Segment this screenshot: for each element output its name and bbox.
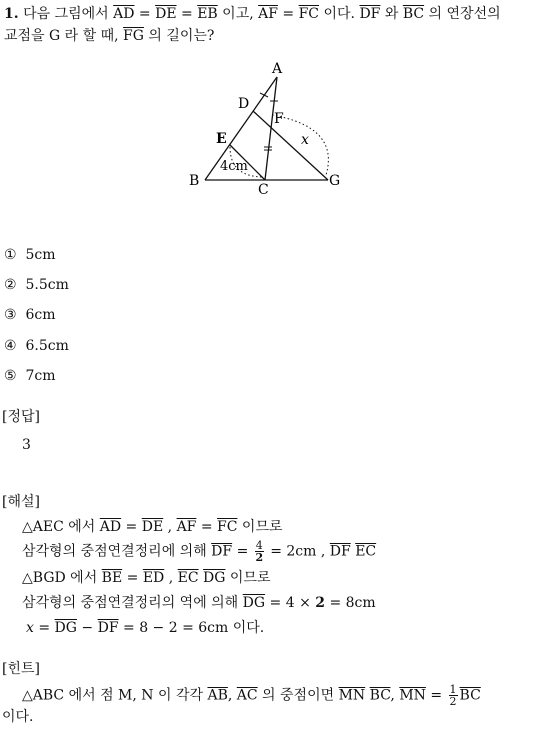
text: = 8cm bbox=[325, 595, 376, 611]
segment-bc: $\overline{BC}$ bbox=[369, 687, 391, 704]
text: 삼각형의 중점연결정리에 의해 bbox=[22, 543, 212, 560]
label-length: 4cm bbox=[220, 159, 248, 174]
fraction-1-over-2 bbox=[449, 684, 458, 707]
segment-ed: $\overline{ED}$ bbox=[142, 570, 165, 586]
number-two: 2 bbox=[315, 595, 326, 611]
choice-mark: ③ bbox=[4, 307, 17, 323]
segment-df: $\overline{DF}$ bbox=[359, 6, 381, 22]
segment-df: $\overline{DF}$ bbox=[329, 543, 351, 560]
hint-line-2: 이다. bbox=[2, 709, 34, 725]
explanation-line-1 bbox=[22, 518, 283, 536]
text: = 2cm , bbox=[265, 543, 330, 560]
label-b: B bbox=[189, 173, 200, 189]
text: = 8 − 2 = 6cm 이다. bbox=[118, 620, 265, 636]
choice-2[interactable] bbox=[4, 276, 69, 294]
choice-mark: ⑤ bbox=[4, 368, 17, 384]
answer-value: 3 bbox=[22, 437, 31, 453]
text: △AEC 에서 bbox=[22, 519, 100, 535]
label-a: A bbox=[272, 61, 283, 77]
choice-mark: ① bbox=[4, 247, 17, 263]
label-f: F bbox=[274, 111, 284, 127]
choice-text: 7cm bbox=[25, 368, 56, 384]
explanation-line-4 bbox=[22, 594, 376, 612]
equals: = bbox=[176, 6, 198, 22]
choice-3[interactable] bbox=[4, 306, 56, 324]
segment-eb: $\overline{EB}$ bbox=[197, 6, 218, 22]
text: 교점을 G 라 할 때, bbox=[4, 28, 124, 44]
segment-mn: $\overline{MN}$ bbox=[399, 687, 426, 704]
question-line-2 bbox=[4, 26, 214, 46]
text: 와 bbox=[380, 6, 403, 22]
text: 이므로 bbox=[225, 570, 271, 586]
segment-fc: $\overline{FC}$ bbox=[298, 6, 320, 22]
equals: = bbox=[33, 620, 55, 636]
text: 의 길이는? bbox=[143, 28, 215, 44]
label-x: x bbox=[301, 132, 309, 148]
segment-dg bbox=[253, 111, 328, 180]
choice-text: 6.5cm bbox=[25, 338, 69, 354]
comma: , bbox=[164, 570, 178, 586]
denominator: 2 bbox=[449, 695, 457, 708]
choice-mark: ④ bbox=[4, 338, 17, 354]
segment-de: $\overline{DE}$ bbox=[155, 6, 177, 22]
segment-af: $\overline{AF}$ bbox=[176, 519, 197, 535]
segment-ad: $\overline{AD}$ bbox=[113, 6, 135, 22]
explanation-heading: [해설] bbox=[2, 494, 40, 510]
segment-de: $\overline{DE}$ bbox=[141, 519, 164, 535]
segment-ec: $\overline{EC}$ bbox=[177, 570, 199, 586]
segment-fc: $\overline{FC}$ bbox=[217, 519, 238, 535]
numerator: 4 bbox=[255, 539, 263, 552]
segment-bc: $\overline{BC}$ bbox=[402, 6, 425, 22]
comma: , bbox=[390, 687, 400, 704]
label-e: E bbox=[216, 131, 227, 147]
segment-fg: $\overline{FG}$ bbox=[123, 28, 144, 44]
text: △BGD 에서 bbox=[22, 570, 102, 586]
segment-dg: $\overline{DG}$ bbox=[242, 595, 266, 611]
choice-text: 6cm bbox=[25, 307, 56, 323]
choice-5[interactable] bbox=[4, 367, 56, 385]
numerator: 1 bbox=[449, 683, 457, 696]
text: 삼각형의 중점연결정리의 역에 의해 bbox=[22, 595, 243, 611]
question-number: 1. bbox=[4, 6, 19, 22]
equals: = bbox=[425, 687, 447, 704]
explanation-line-5 bbox=[26, 619, 264, 637]
segment-ac: $\overline{AC}$ bbox=[236, 687, 258, 704]
triangle-figure bbox=[180, 55, 360, 200]
minus: − bbox=[76, 620, 98, 636]
question-line-1 bbox=[4, 4, 501, 24]
explanation-line-3 bbox=[22, 569, 270, 587]
explanation-line-2 bbox=[22, 540, 376, 563]
answer-heading: [정답] bbox=[2, 409, 40, 425]
variable-x: x bbox=[26, 620, 34, 636]
segment-ec: $\overline{EC}$ bbox=[355, 543, 377, 560]
choice-text: 5cm bbox=[25, 247, 56, 263]
segment-bc: $\overline{BC}$ bbox=[459, 687, 481, 704]
choice-text: 5.5cm bbox=[25, 277, 69, 293]
segment-af: $\overline{AF}$ bbox=[258, 6, 278, 22]
label-g: G bbox=[329, 173, 341, 189]
text: 의 연장선의 bbox=[424, 6, 501, 22]
choice-4[interactable] bbox=[4, 337, 69, 355]
equals: = bbox=[196, 519, 218, 535]
segment-df: $\overline{DF}$ bbox=[211, 543, 233, 560]
hint-heading: [힌트] bbox=[2, 661, 40, 677]
comma: , bbox=[163, 519, 177, 535]
text: 이고, bbox=[217, 6, 259, 22]
segment-ad: $\overline{AD}$ bbox=[99, 519, 122, 535]
text: 이다. bbox=[319, 6, 360, 22]
label-d: D bbox=[238, 96, 250, 112]
segment-ab: $\overline{AB}$ bbox=[207, 687, 228, 704]
equals: = bbox=[232, 543, 253, 560]
equals: = bbox=[277, 6, 299, 22]
text: 다음 그림에서 bbox=[23, 6, 114, 22]
denominator: 2 bbox=[255, 551, 264, 564]
choice-1[interactable] bbox=[4, 246, 56, 264]
segment-mn: $\overline{MN}$ bbox=[338, 687, 366, 704]
segment-dg: $\overline{DG}$ bbox=[203, 570, 226, 586]
equals: = bbox=[122, 570, 143, 586]
segment-df: $\overline{DF}$ bbox=[97, 620, 119, 636]
segment-be: $\overline{BE}$ bbox=[101, 570, 123, 586]
fraction-4-over-2 bbox=[255, 540, 264, 563]
equals: = bbox=[134, 6, 156, 22]
text: 이므로 bbox=[237, 519, 283, 535]
choice-mark: ② bbox=[4, 277, 17, 293]
text: = 4 × bbox=[265, 595, 316, 611]
comma: , bbox=[227, 687, 237, 704]
text: 의 중점이면 bbox=[257, 687, 339, 704]
equals: = bbox=[121, 519, 142, 535]
segment-dg: $\overline{DG}$ bbox=[54, 620, 77, 636]
text: △ABC 에서 점 M, N 이 각각 bbox=[22, 687, 208, 704]
label-c: C bbox=[258, 182, 269, 198]
hint-line-1 bbox=[22, 684, 481, 707]
